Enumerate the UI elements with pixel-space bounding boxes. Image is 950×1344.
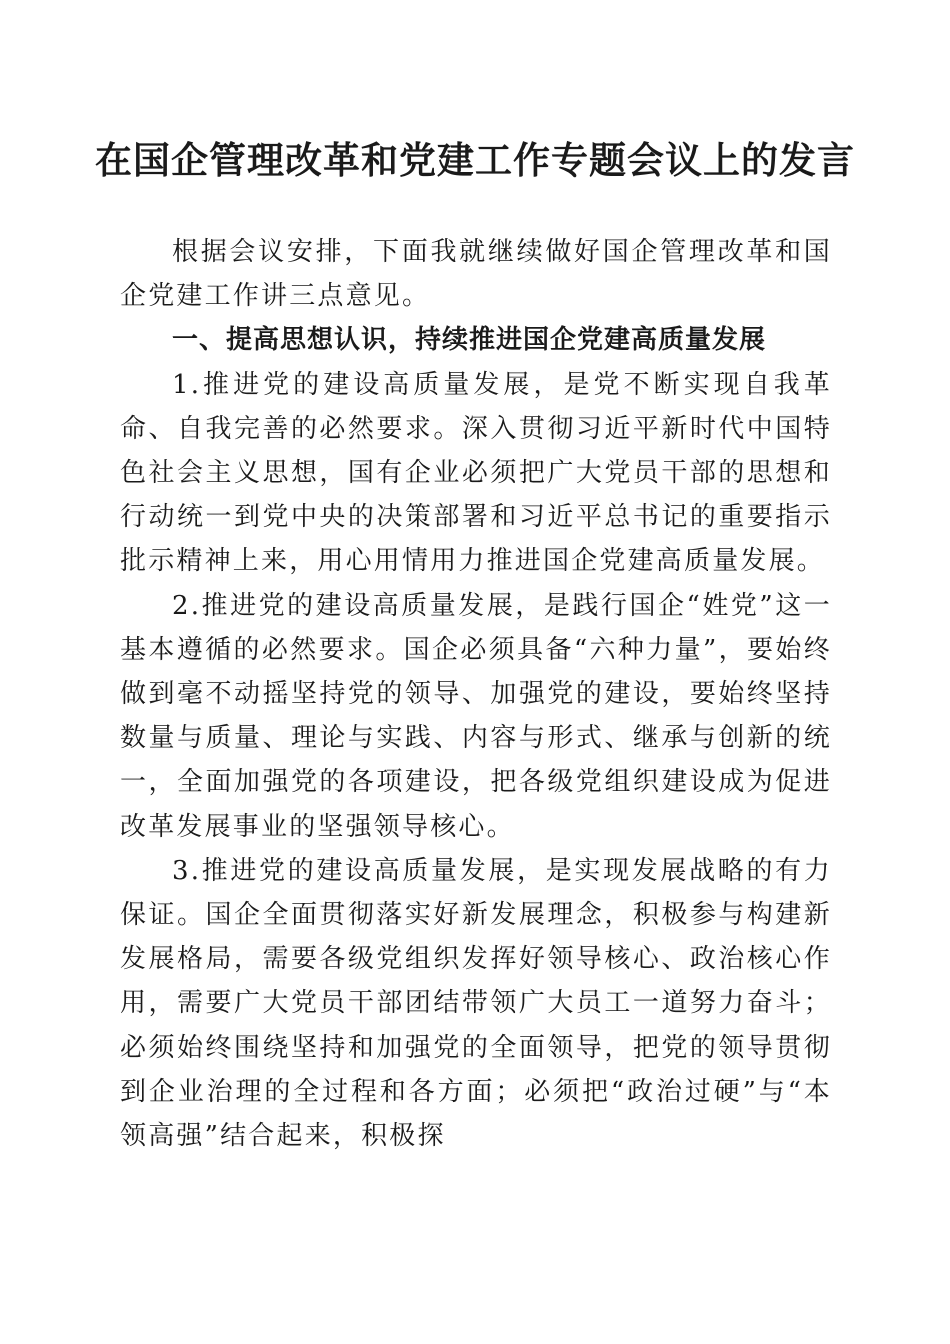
intro-paragraph: 根据会议安排，下面我就继续做好国企管理改革和国企党建工作讲三点意见。	[120, 237, 832, 312]
point-paragraph-2: 2.推进党的建设高质量发展，是践行国企“姓党”这一基本遵循的必然要求。国企必须具备“六种力量”，要始终做到毫不动摇坚持党的领导、加强党的建设，要始终坚持数量与质量、理论与实践、内容与形式、继承与创新的统一，全面加强党的各项建设，把各级党组织建设成为促进改革发展事业的坚强领导核心。	[120, 590, 832, 842]
point-paragraph-3: 3.推进党的建设高质量发展，是实现发展战略的有力保证。国企全面贯彻落实好新发展理念，积极参与构建新发展格局，需要各级党组织发挥好领导核心、政治核心作用，需要广大党员干部团结带领广大员工一道努力奋斗；必须始终围绕坚持和加强党的全面领导，把党的领导贯彻到企业治理的全过程和各方面；必须把“政治过硬”与“本领高强”结合起来，积极探	[120, 855, 832, 1152]
document-title: 在国企管理改革和党建工作专题会议上的发言	[95, 138, 855, 182]
document-body	[120, 230, 832, 1158]
section-heading-1: 一、提高思想认识，持续推进国企党建高质量发展	[172, 325, 767, 356]
point-paragraph-1: 1.推进党的建设高质量发展，是党不断实现自我革命、自我完善的必然要求。深入贯彻习近平新时代中国特色社会主义思想，国有企业必须把广大党员干部的思想和行动统一到党中央的决策部署和习近平总书记的重要指示批示精神上来，用心用情用力推进国企党建高质量发展。	[120, 369, 832, 577]
